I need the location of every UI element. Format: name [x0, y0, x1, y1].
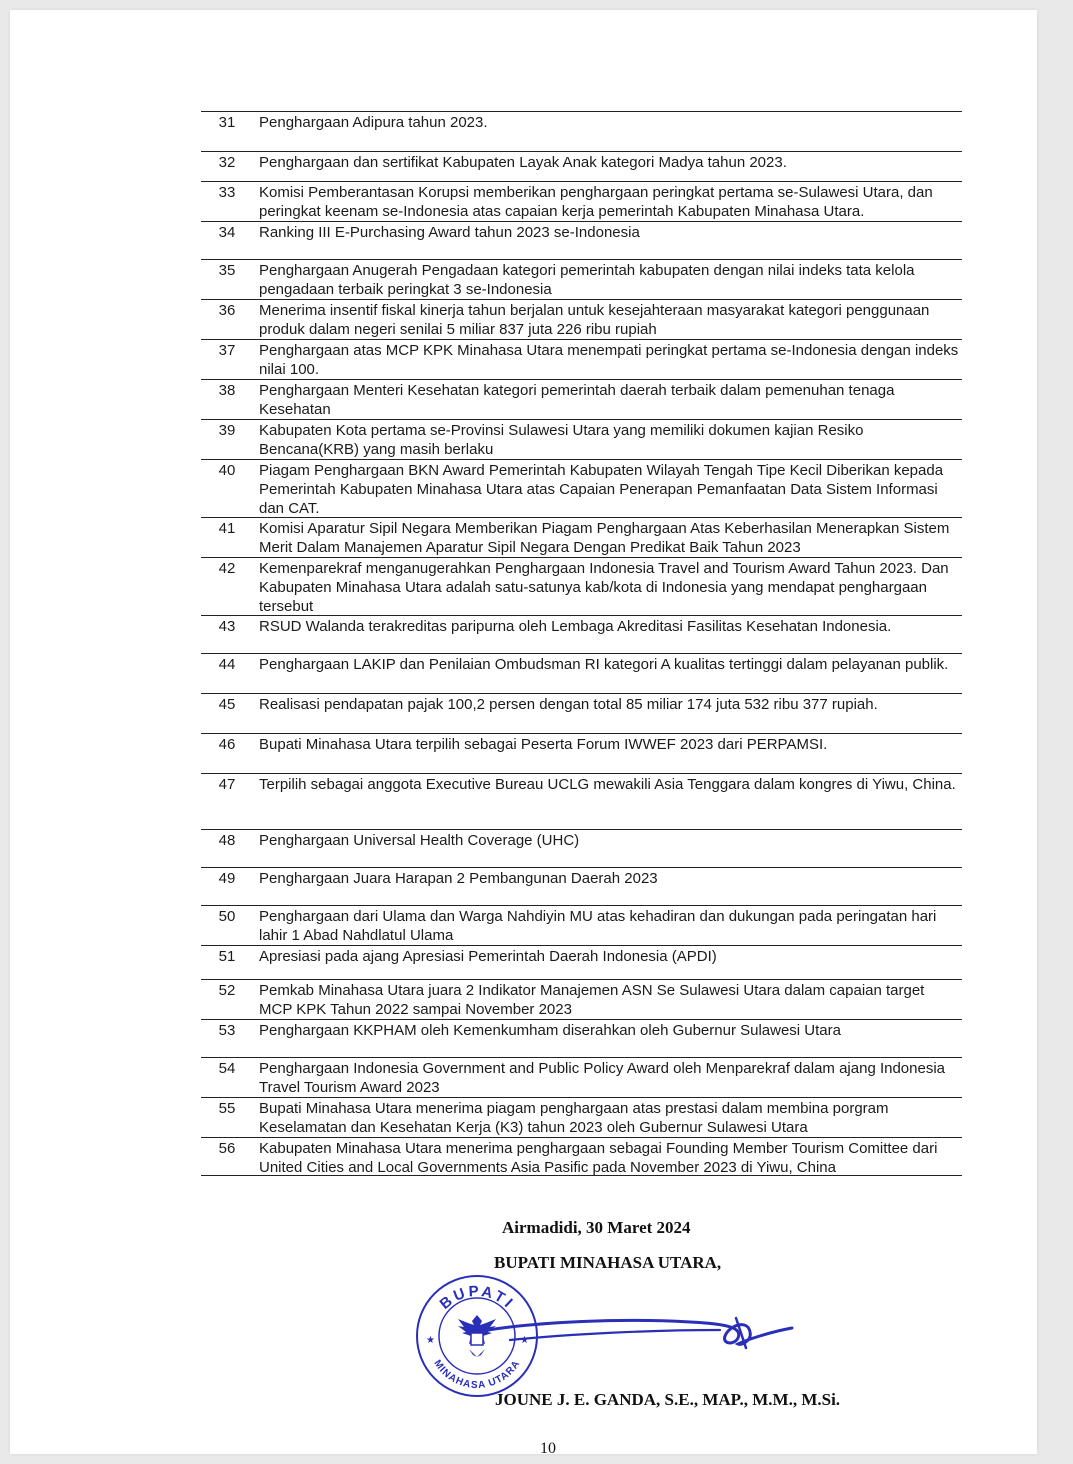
row-text: Penghargaan LAKIP dan Penilaian Ombudsman RI kategori A kualitas tertinggi dalam pelayanan publik.	[259, 656, 949, 673]
table-row	[201, 518, 962, 558]
table-row	[201, 734, 962, 774]
row-text: Pemkab Minahasa Utara juara 2 Indikator Manajemen ASN Se Sulawesi Utara dalam capaian target MCP KPK Tahun 2022 sampai November 2023	[259, 982, 925, 1018]
table-row	[201, 1058, 962, 1098]
achievement-table	[201, 111, 962, 1176]
row-text: Apresiasi pada ajang Apresiasi Pemerintah Daerah Indonesia (APDI)	[259, 948, 717, 965]
row-text: Penghargaan dari Ulama dan Warga Nahdiyin MU atas kehadiran dan dukungan pada peringatan hari lahir 1 Abad Nahdlatul Ulama	[259, 908, 937, 944]
row-number: 35	[218, 262, 236, 279]
table-row	[201, 946, 962, 980]
table-row	[201, 112, 962, 152]
table-row	[201, 340, 962, 380]
row-number: 52	[218, 982, 236, 999]
table-row	[201, 694, 962, 734]
table-row	[201, 616, 962, 654]
row-text: Bupati Minahasa Utara terpilih sebagai Peserta Forum IWWEF 2023 dari PERPAMSI.	[259, 736, 828, 753]
row-text: Penghargaan Juara Harapan 2 Pembangunan Daerah 2023	[259, 870, 658, 887]
signing-place-date: Airmadidi, 30 Maret 2024	[502, 1218, 691, 1237]
row-text: Menerima insentif fiskal kinerja tahun berjalan untuk kesejahteraan masyarakat kategori penggunaan produk dalam negeri senilai 5 miliar 837 juta 226 ribu rupiah	[259, 302, 930, 338]
row-number: 46	[218, 736, 236, 753]
row-text: Komisi Pemberantasan Korupsi memberikan penghargaan peringkat pertama se-Sulawesi Utara, dan peringkat keenam se-Indonesia atas capaian kerja pemerintah Kabupaten Minahasa Utara.	[259, 184, 933, 220]
table-row	[201, 1138, 962, 1176]
table-row	[201, 300, 962, 340]
row-text: Terpilih sebagai anggota Executive Bureau UCLG mewakili Asia Tenggara dalam kongres di Yiwu, China.	[259, 776, 956, 793]
document-page	[10, 10, 1037, 1457]
row-number: 33	[218, 184, 236, 201]
row-number: 40	[218, 462, 236, 479]
row-text: RSUD Walanda terakreditas paripurna oleh Lembaga Akreditasi Fasilitas Kesehatan Indonesia.	[259, 618, 892, 635]
table-row	[201, 380, 962, 420]
row-number: 49	[218, 870, 236, 887]
row-text: Penghargaan Anugerah Pengadaan kategori pemerintah kabupaten dengan nilai indeks tata kelola pengadaan terbaik peringkat 3 se-Indonesia	[259, 262, 915, 298]
stamp-bottom-text: MINAHASA UTARA	[431, 1358, 523, 1392]
table-row	[201, 830, 962, 868]
row-text: Kabupaten Minahasa Utara menerima penghargaan sebagai Founding Member Tourism Comittee dari United Cities and Local Governments Asia Pasific pada November 2023 di Yiwu, China	[259, 1140, 938, 1176]
page-number: 10	[540, 1440, 556, 1457]
row-text: Penghargaan Universal Health Coverage (UHC)	[259, 832, 580, 849]
handwritten-signature	[480, 1300, 800, 1360]
row-text: Ranking III E-Purchasing Award tahun 2023 se-Indonesia	[259, 224, 640, 241]
row-number: 41	[218, 520, 236, 537]
row-number: 44	[218, 656, 236, 673]
row-text: Penghargaan Adipura tahun 2023.	[259, 114, 488, 131]
table-row	[201, 152, 962, 182]
row-text: Penghargaan dan sertifikat Kabupaten Layak Anak kategori Madya tahun 2023.	[259, 154, 787, 171]
row-text: Kabupaten Kota pertama se-Provinsi Sulawesi Utara yang memiliki dokumen kajian Resiko Bencana(KRB) yang masih berlaku	[259, 422, 864, 458]
stamp-top-text: BUPATI	[436, 1282, 518, 1313]
table-row	[201, 1098, 962, 1138]
row-number: 45	[218, 696, 236, 713]
row-number: 55	[218, 1100, 236, 1117]
table-row	[201, 980, 962, 1020]
signatory-name: JOUNE J. E. GANDA, S.E., MAP., M.M., M.Si.	[495, 1390, 841, 1409]
row-number: 36	[218, 302, 236, 319]
row-number: 54	[218, 1060, 236, 1077]
row-number: 48	[218, 832, 236, 849]
svg-text:★: ★	[426, 1335, 435, 1346]
row-number: 39	[218, 422, 236, 439]
row-number: 51	[218, 948, 236, 965]
table-row	[201, 182, 962, 222]
table-row	[201, 906, 962, 946]
table-row	[201, 260, 962, 300]
row-number: 56	[218, 1140, 236, 1157]
table-row	[201, 774, 962, 830]
row-number: 32	[218, 154, 236, 171]
row-text: Kemenparekraf menganugerahkan Penghargaan Indonesia Travel and Tourism Award Tahun 2023. Dan Kabupaten Minahasa Utara adalah satu-satunya kab/kota di Indonesia yang mendapat penghargaan tersebut	[259, 560, 949, 615]
svg-text:★: ★	[520, 1335, 529, 1346]
row-number: 50	[218, 908, 236, 925]
row-number: 34	[218, 224, 236, 241]
row-text: Realisasi pendapatan pajak 100,2 persen dengan total 85 miliar 174 juta 532 ribu 377 rupiah.	[259, 696, 878, 713]
row-text: Penghargaan Indonesia Government and Public Policy Award oleh Menparekraf dalam ajang Indonesia Travel Tourism Award 2023	[259, 1060, 946, 1096]
table-row	[201, 654, 962, 694]
row-number: 31	[218, 114, 236, 131]
table-row	[201, 558, 962, 616]
signatory-title: BUPATI MINAHASA UTARA,	[494, 1253, 722, 1272]
table-row	[201, 420, 962, 460]
row-text: Penghargaan Menteri Kesehatan kategori pemerintah daerah terbaik dalam pemenuhan tenaga Kesehatan	[259, 382, 895, 418]
table-row	[201, 460, 962, 518]
row-number: 38	[218, 382, 236, 399]
row-text: Piagam Penghargaan BKN Award Pemerintah Kabupaten Wilayah Tengah Tipe Kecil Diberikan kepada Pemerintah Kabupaten Minahasa Utara atas Capaian Penerapan Pemanfaatan Data Sistem Informasi dan CAT.	[259, 462, 944, 517]
row-text: Penghargaan atas MCP KPK Minahasa Utara menempati peringkat pertama se-Indonesia dengan indeks nilai 100.	[259, 342, 959, 378]
row-number: 42	[218, 560, 236, 577]
row-number: 43	[218, 618, 236, 635]
row-text: Komisi Aparatur Sipil Negara Memberikan Piagam Penghargaan Atas Keberhasilan Menerapkan Sistem Merit Dalam Manajemen Aparatur Sipil Negara Dengan Predikat Baik Tahun 2023	[259, 520, 950, 556]
row-number: 47	[218, 776, 236, 793]
table-row	[201, 1020, 962, 1058]
row-text: Bupati Minahasa Utara menerima piagam penghargaan atas prestasi dalam membina porgram Keselamatan dan Kesehatan Kerja (K3) tahun 2023 oleh Gubernur Sulawesi Utara	[259, 1100, 889, 1136]
row-number: 37	[218, 342, 236, 359]
table-row	[201, 868, 962, 906]
table-row	[201, 222, 962, 260]
row-text: Penghargaan KKPHAM oleh Kemenkumham diserahkan oleh Gubernur Sulawesi Utara	[259, 1022, 841, 1039]
row-number: 53	[218, 1022, 236, 1039]
